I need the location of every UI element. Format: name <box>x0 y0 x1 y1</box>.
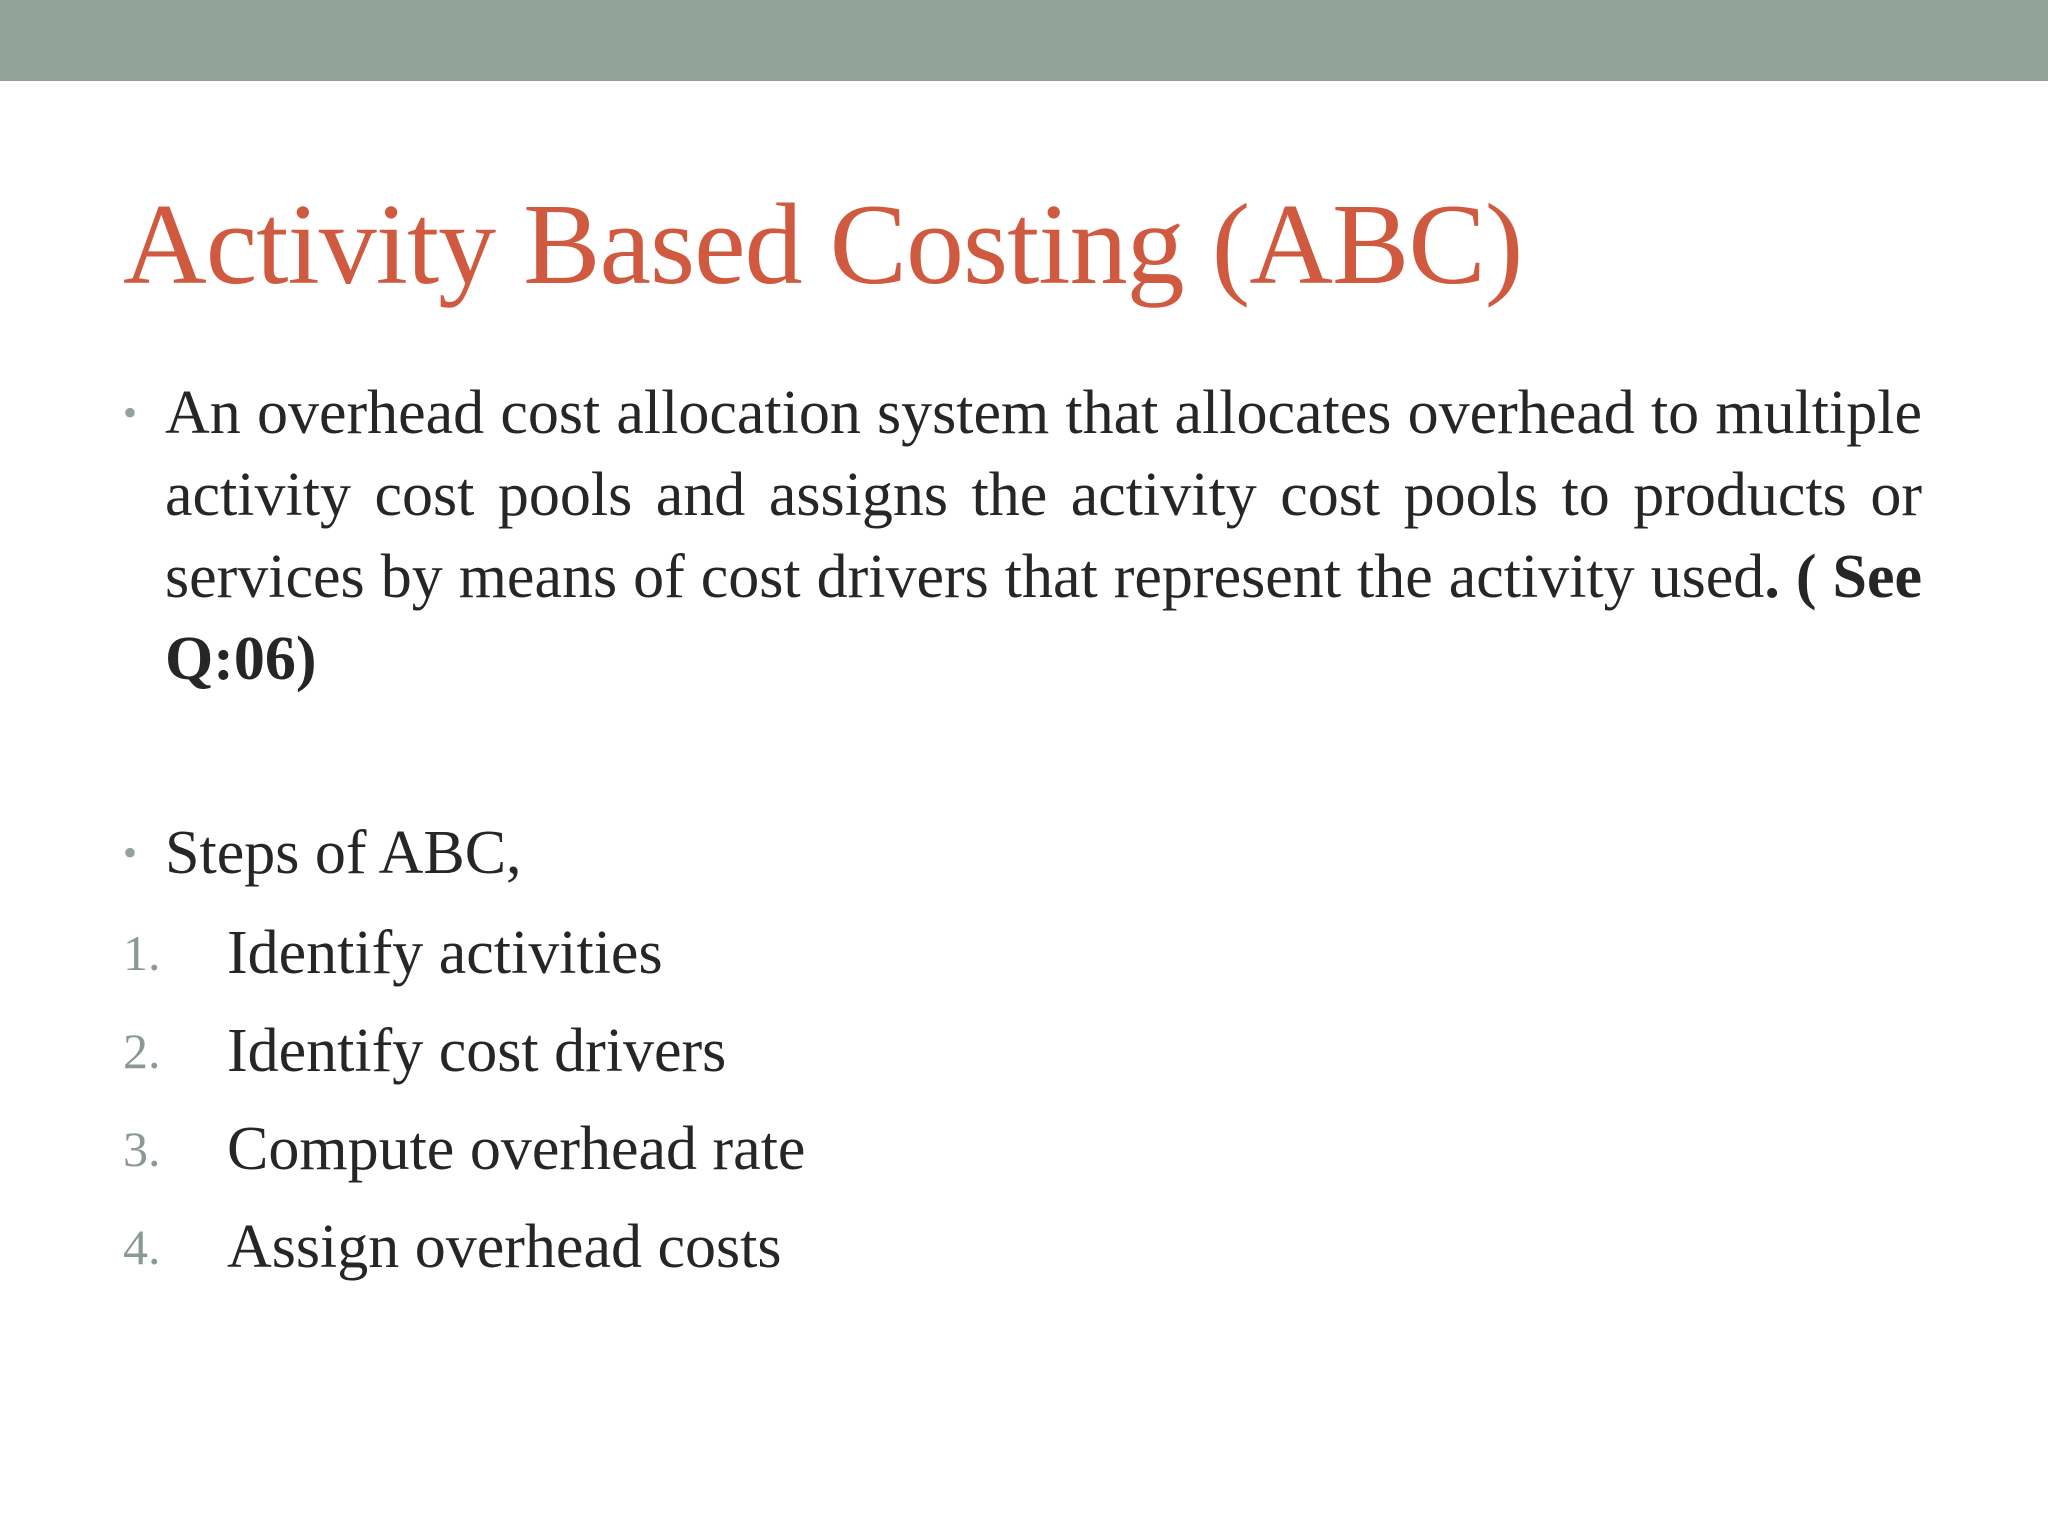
step-label: Identify activities <box>227 919 663 987</box>
list-item <box>123 904 1923 1002</box>
question-reference: . ( See Q:06) <box>165 543 1922 693</box>
slide-title: Activity Based Costing (ABC) <box>123 181 1523 309</box>
list-number: 3. <box>123 1121 161 1177</box>
step-label: Identify cost drivers <box>227 1017 727 1085</box>
list-item <box>123 1100 1923 1198</box>
list-number: 1. <box>123 925 161 981</box>
slide-body <box>123 372 1923 1296</box>
steps-list <box>123 904 1923 1296</box>
top-accent-bar <box>0 0 2048 81</box>
step-label: Assign overhead costs <box>227 1213 782 1281</box>
steps-heading-text: Steps of ABC, <box>165 819 522 887</box>
list-number: 4. <box>123 1219 161 1275</box>
list-item <box>123 1002 1923 1100</box>
bullet-dot-icon: • <box>123 830 138 875</box>
list-number: 2. <box>123 1023 161 1079</box>
list-item <box>123 1198 1923 1296</box>
bullet-steps-heading <box>123 812 1923 894</box>
definition-paragraph <box>165 372 1922 700</box>
bullet-dot-icon: • <box>123 390 138 435</box>
bullet-definition <box>123 372 1923 700</box>
step-label: Compute overhead rate <box>227 1115 806 1183</box>
definition-text: An overhead cost allocation system that allocates overhead to multiple activity cost pools and assigns the activity cost pools to products or services by means of cost drivers that represent the activity used <box>165 379 1922 611</box>
